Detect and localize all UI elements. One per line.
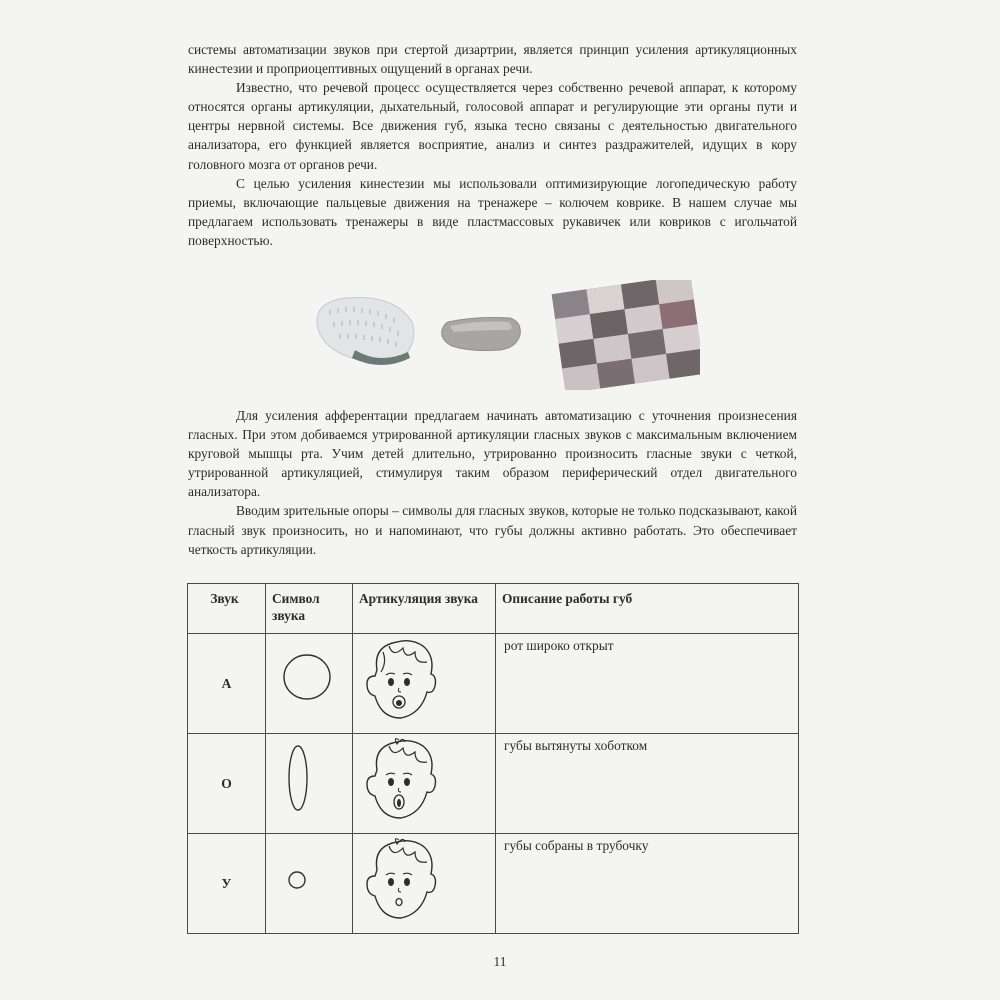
trainer-photos [300,280,700,390]
symbol-cell [266,834,353,934]
tall-oval-symbol [289,746,307,810]
sponge-pad-image [442,318,521,351]
header-articulation: Артикуляция звука [353,584,496,634]
text-block-bottom [188,406,797,559]
articulation-cell [353,834,496,934]
sound-letter: У [188,834,266,934]
paragraph: Вводим зрительные опоры – символы для гласных звуков, которые не только подсказывают, какой гласный звук произносить, но и напоминают, что губы должны активно работать. Это обеспечивает четкость артикуляции. [188,503,797,557]
checkered-mat-image [552,280,700,390]
lip-description: губы собраны в трубочку [496,834,799,934]
small-circle-symbol [289,872,305,888]
large-circle-symbol [284,655,330,699]
sound-letter: О [188,734,266,834]
header-lip-description: Описание работы губ [496,584,799,634]
page-number: 11 [493,954,507,969]
table-row [188,634,799,734]
face-rounded-lips-icon [353,734,495,829]
articulation-cell [353,634,496,734]
table-row [188,834,799,934]
table-row [188,734,799,834]
face-pursed-lips-icon [353,834,495,929]
paragraph: системы автоматизации звуков при стертой дизартрии, является принцип усиления артикуляционных кинестезии и проприоцептивных ощущений в органах речи. [188,42,797,77]
symbol-cell [266,734,353,834]
paragraph: Известно, что речевой процесс осуществляется через собственно речевой аппарат, к которому относятся органы артикуляции, дыхательный, голосовой аппарат и регулирующие эти органы пути и центры нервной системы. Все движения губ, языка тесно связаны с деятельностью двигательного анализатора, его функцией является восприятие, анализ и синтез раздражителей, идущих в кору головного мозга от органов речи. [188,80,797,172]
table-header-row [188,584,799,634]
sound-letter: А [188,634,266,734]
spiky-glove-image [317,298,414,366]
symbol-cell [266,634,353,734]
paragraph: С целью усиления кинестезии мы использовали оптимизирующие логопедическую работу приемы, включающие пальцевые движения на тренажере – колючем коврике. В нашем случае мы предлагаем использовать тренажеры в виде пластмассовых рукавичек или ковриков с игольчатой поверхностью. [188,175,797,248]
lip-description: губы вытянуты хоботком [496,734,799,834]
text-block-top [188,40,797,250]
paragraph: Для усиления афферентации предлагаем начинать автоматизацию с уточнения произнесения гласных. При этом добиваемся утрированной артикуляции гласных звуков с максимальным включением круговой мышцы рта. Учим детей длительно, утрированно произносить гласные звуки с четкой, утрированной артикуляцией, стимулируя таким образом периферический отдел двигательного анализатора. [188,408,797,500]
lip-description: рот широко открыт [496,634,799,734]
vowel-articulation-table [187,583,799,934]
articulation-cell [353,734,496,834]
header-sound: Звук [188,584,266,634]
header-symbol: Символ звука [266,584,353,634]
face-open-mouth-icon [353,634,495,729]
